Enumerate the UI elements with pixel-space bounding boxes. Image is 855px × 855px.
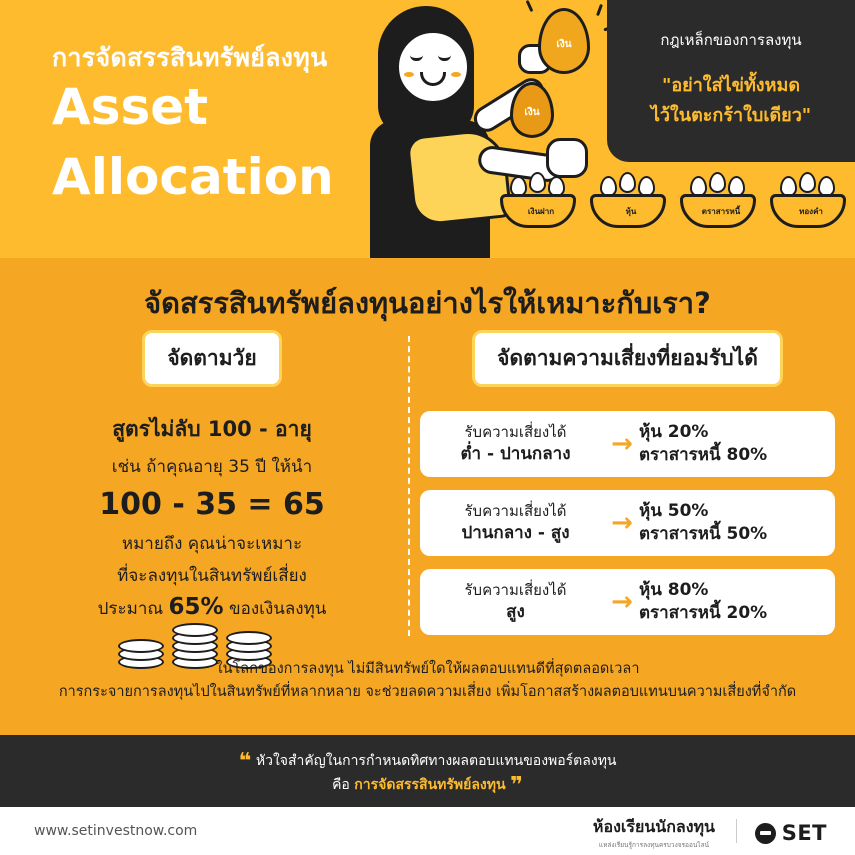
egg-middle (510, 82, 554, 138)
basket-label: ทองคำ (799, 207, 823, 216)
egg-top-label: เงิน (556, 39, 572, 50)
golden-rule-panel (607, 0, 855, 162)
alloc-equity: หุ้น 20% (639, 422, 709, 443)
basket-egg (619, 172, 636, 193)
age-formula (22, 413, 402, 622)
alloc-bond: ตราสารหนี้ 50% (639, 524, 768, 544)
coin (172, 623, 218, 637)
person-shirt (406, 127, 513, 227)
golden-rule-line1: "อย่าใส่ไข่ทั้งหมด (661, 75, 801, 96)
basket-item (770, 172, 846, 234)
key-message-highlight: การจัดสรรสินทรัพย์ลงทุน (354, 777, 506, 793)
egg-top (538, 8, 590, 74)
formula-line3: 100 - 35 = 65 (99, 487, 325, 522)
page-title-thai: การจัดสรรสินทรัพย์ลงทุน (52, 43, 328, 72)
risk-row (420, 411, 835, 477)
formula-line6-pre: ประมาณ (97, 599, 169, 619)
footnote (0, 658, 855, 704)
footnote-line2: การกระจายการลงทุนไปในสินทรัพย์ที่หลากหลาย จะช่วยลดความเสี่ยง เพิ่มโอกาสสร้างผลตอบแทนบนความเสี่ยงที่จำกัด (58, 684, 797, 701)
page-title-en-line2: Allocation (52, 148, 334, 206)
key-message-bar (0, 735, 855, 807)
formula-line6-post: ของเงินลงทุน (223, 599, 327, 619)
header-section (0, 0, 855, 258)
coin (118, 639, 164, 653)
risk-rows (420, 411, 835, 635)
egg-middle-label: เงิน (524, 107, 540, 118)
sparkle-3 (526, 0, 534, 12)
alloc-equity: หุ้น 50% (639, 501, 709, 522)
open-quote-icon: ❝ (238, 749, 252, 774)
by-risk-subhead: จัดตามความเสี่ยงที่ยอมรับได้ (472, 330, 783, 387)
set-logo (755, 821, 827, 845)
risk-label: รับความเสี่ยงได้ (464, 423, 567, 442)
column-by-age (22, 330, 402, 622)
footer-divider (736, 819, 737, 843)
golden-rule-line2: ไว้ในตะกร้าใบเดียว" (650, 105, 812, 126)
column-by-risk (420, 330, 835, 648)
by-risk-subhead-wrap (420, 330, 835, 387)
basket-bowl (770, 194, 846, 228)
formula-line4: หมายถึง คุณน่าจะเหมาะ (121, 534, 303, 554)
formula-line1: สูตรไม่ลับ 100 - อายุ (112, 417, 312, 441)
key-message-text1: หัวใจสำคัญในการกำหนดทิศทางผลตอบแทนของพอร์ตลงทุน (255, 753, 617, 769)
basket-bowl (590, 194, 666, 228)
key-message-pre: คือ (332, 777, 355, 793)
brand-logo-classroom (593, 815, 715, 850)
basket-label: ตราสารหนี้ (701, 207, 741, 216)
basket-label: เงินฝาก (527, 207, 555, 216)
risk-row-left (420, 501, 605, 544)
set-mark-icon (755, 823, 776, 844)
basket-item (680, 172, 756, 234)
page-title-en-line1: Asset (52, 78, 209, 136)
arrow-icon: → (611, 508, 633, 538)
column-divider (408, 336, 410, 636)
close-quote-icon: ❞ (510, 773, 523, 798)
risk-row-left (420, 580, 605, 623)
by-age-subhead: จัดตามวัย (142, 330, 281, 387)
main-section (0, 258, 855, 735)
baskets-group (500, 172, 845, 246)
risk-row (420, 569, 835, 635)
person-face (396, 30, 470, 104)
set-logo-text: SET (781, 821, 827, 845)
risk-row-right (639, 421, 835, 467)
arrow-icon: → (611, 429, 633, 459)
footer-website-url[interactable]: www.setinvestnow.com (34, 823, 198, 839)
basket-item (590, 172, 666, 234)
risk-row-left (420, 422, 605, 465)
footnote-line1: ในโลกของการลงทุน ไม่มีสินทรัพย์ใดให้ผลตอบแทนดีที่สุดตลอดเวลา (215, 661, 640, 677)
risk-level: ต่ำ - ปานกลาง (460, 443, 571, 464)
person-cheek-left (404, 72, 414, 77)
alloc-bond: ตราสารหนี้ 80% (639, 445, 768, 465)
formula-percentage: 65% (168, 594, 224, 620)
footer-section (0, 807, 855, 855)
basket-egg (799, 172, 816, 193)
arrow-icon: → (611, 587, 633, 617)
key-message-line2 (0, 773, 855, 798)
formula-line5: ที่จะลงทุนในสินทรัพย์เสี่ยง (117, 566, 307, 586)
basket-egg (709, 172, 726, 193)
brand-tagline: แหล่งเรียนรู้การลงทุนครบวงจรออนไลน์ (598, 841, 709, 849)
brand-name-thai: ห้องเรียนนักลงทุน (592, 817, 715, 836)
risk-label: รับความเสี่ยงได้ (464, 502, 567, 521)
basket-bowl (680, 194, 756, 228)
basket-item (500, 172, 576, 234)
golden-rule-heading: กฎเหล็กของการลงทุน (660, 31, 802, 49)
key-message-line1 (0, 749, 855, 774)
risk-level: สูง (506, 601, 525, 622)
alloc-bond: ตราสารหนี้ 20% (639, 603, 768, 623)
basket-bowl (500, 194, 576, 228)
risk-row-right (639, 579, 835, 625)
by-age-subhead-wrap (22, 330, 402, 387)
risk-row-right (639, 500, 835, 546)
risk-row (420, 490, 835, 556)
alloc-equity: หุ้น 80% (639, 580, 709, 601)
basket-label: หุ้น (625, 207, 637, 216)
sparkle-1 (596, 4, 603, 16)
person-cheek-right (451, 72, 461, 77)
formula-line2: เช่น ถ้าคุณอายุ 35 ปี ให้นำ (111, 457, 313, 477)
risk-label: รับความเสี่ยงได้ (464, 581, 567, 600)
coin (226, 631, 272, 645)
basket-egg (529, 172, 546, 193)
main-heading: จัดสรรสินทรัพย์ลงทุนอย่างไรให้เหมาะกับเรา? (144, 286, 711, 320)
risk-level: ปานกลาง - สูง (461, 522, 570, 543)
